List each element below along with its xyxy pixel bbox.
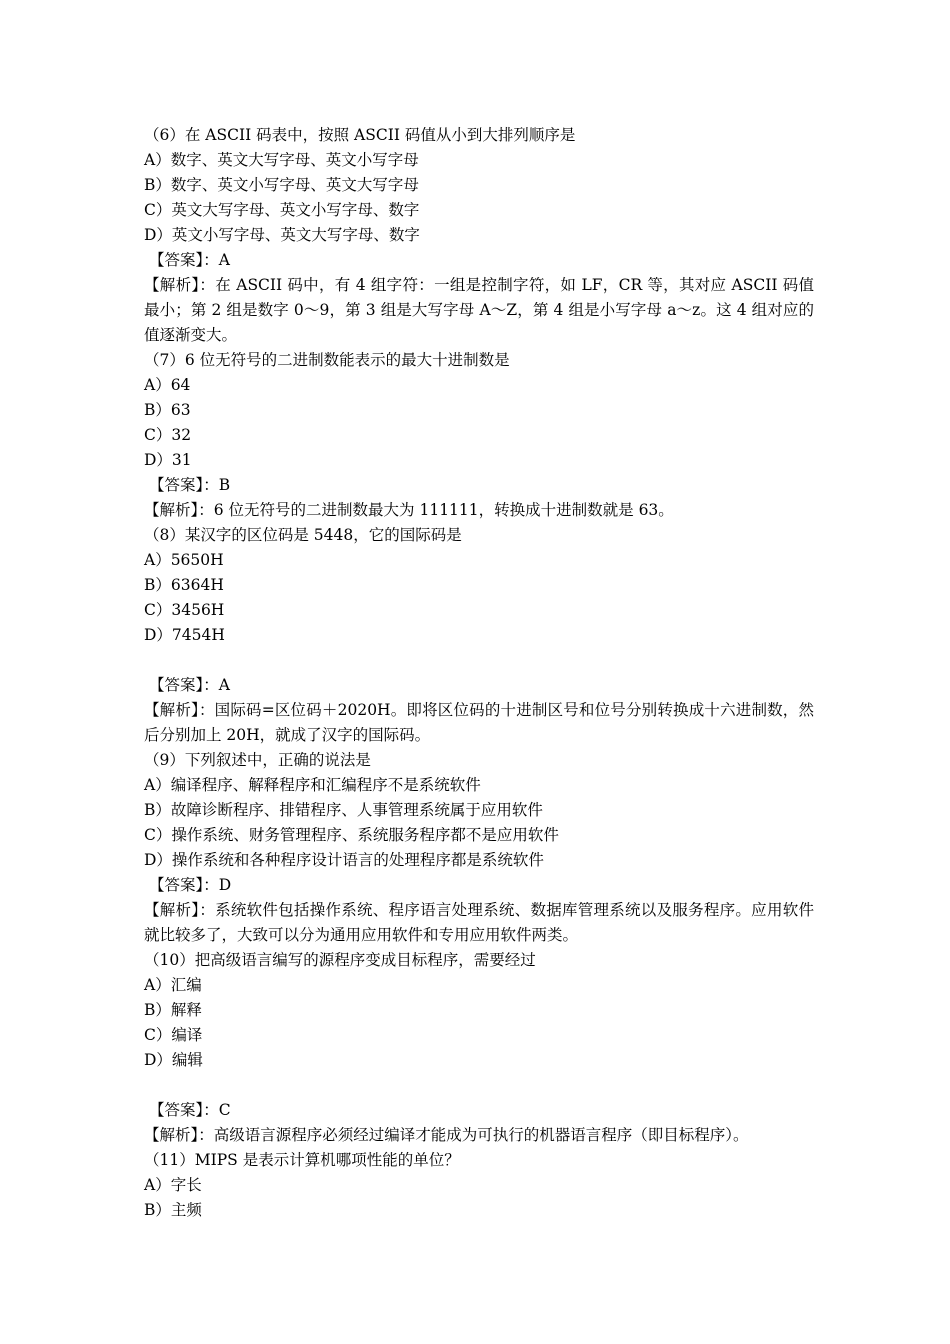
question-8-answer: 【答案】：A (144, 676, 230, 694)
question-10-analysis: 【解析】：高级语言源程序必须经过编译才能成为可执行的机器语言程序（即目标程序）。 (144, 1126, 749, 1144)
question-9-option-c: C）操作系统、财务管理程序、系统服务程序都不是应用软件 (144, 826, 559, 844)
blank-line (144, 1073, 814, 1098)
question-10-option-d: D）编辑 (144, 1051, 203, 1069)
question-11-option-a: A）字长 (144, 1176, 202, 1194)
question-11-option-b: B）主频 (144, 1201, 202, 1219)
question-6-option-a: A）数字、英文大写字母、英文小写字母 (144, 151, 419, 169)
question-9-option-d: D）操作系统和各种程序设计语言的处理程序都是系统软件 (144, 851, 544, 869)
question-10-option-c: C）编译 (144, 1026, 203, 1044)
document-page (144, 123, 814, 1223)
question-6-answer: 【答案】：A (144, 251, 230, 269)
question-8-option-a: A）5650H (144, 551, 224, 569)
question-7-option-a: A）64 (144, 376, 191, 394)
question-9-stem: （9）下列叙述中，正确的说法是 (144, 751, 371, 769)
question-8-option-d: D）7454H (144, 626, 225, 644)
question-7-stem: （7）6 位无符号的二进制数能表示的最大十进制数是 (144, 351, 510, 369)
question-9-option-b: B）故障诊断程序、排错程序、人事管理系统属于应用软件 (144, 801, 543, 819)
question-6-analysis: 【解析】：在 ASCII 码中，有 4 组字符：一组是控制字符，如 LF，CR 等，其对应 ASCII 码值最小；第 2 组是数字 0～9，第 3 组是大写字母 A～Z，第 4 组是小写字母 a～z。这 4 组对应的值逐渐变大。 (144, 276, 814, 344)
question-10-stem: （10）把高级语言编写的源程序变成目标程序，需要经过 (144, 951, 536, 969)
question-7-option-b: B）63 (144, 401, 191, 419)
question-6-option-d: D）英文小写字母、英文大写字母、数字 (144, 226, 420, 244)
question-10-answer: 【答案】：C (144, 1101, 231, 1119)
question-7-option-d: D）31 (144, 451, 192, 469)
question-7-option-c: C）32 (144, 426, 192, 444)
question-8-option-c: C）3456H (144, 601, 225, 619)
question-10-option-b: B）解释 (144, 1001, 202, 1019)
question-8-analysis: 【解析】：国际码=区位码＋2020H。即将区位码的十进制区号和位号分别转换成十六进制数，然后分别加上 20H，就成了汉字的国际码。 (144, 701, 814, 744)
question-8-stem: （8）某汉字的区位码是 5448，它的国际码是 (144, 526, 462, 544)
question-11-stem: （11）MIPS 是表示计算机哪项性能的单位？ (144, 1151, 460, 1169)
question-8-option-b: B）6364H (144, 576, 224, 594)
question-6-option-c: C）英文大写字母、英文小写字母、数字 (144, 201, 420, 219)
question-9-option-a: A）编译程序、解释程序和汇编程序不是系统软件 (144, 776, 481, 794)
blank-line (144, 648, 814, 673)
question-9-analysis: 【解析】：系统软件包括操作系统、程序语言处理系统、数据库管理系统以及服务程序。应用软件就比较多了，大致可以分为通用应用软件和专用应用软件两类。 (144, 901, 814, 944)
question-7-analysis: 【解析】：6 位无符号的二进制数最大为 111111，转换成十进制数就是 63。 (144, 501, 674, 519)
question-6-option-b: B）数字、英文小写字母、英文大写字母 (144, 176, 419, 194)
question-7-answer: 【答案】：B (144, 476, 231, 494)
question-9-answer: 【答案】：D (144, 876, 232, 894)
question-6-stem: （6）在 ASCII 码表中，按照 ASCII 码值从小到大排列顺序是 (144, 126, 576, 144)
question-10-option-a: A）汇编 (144, 976, 202, 994)
